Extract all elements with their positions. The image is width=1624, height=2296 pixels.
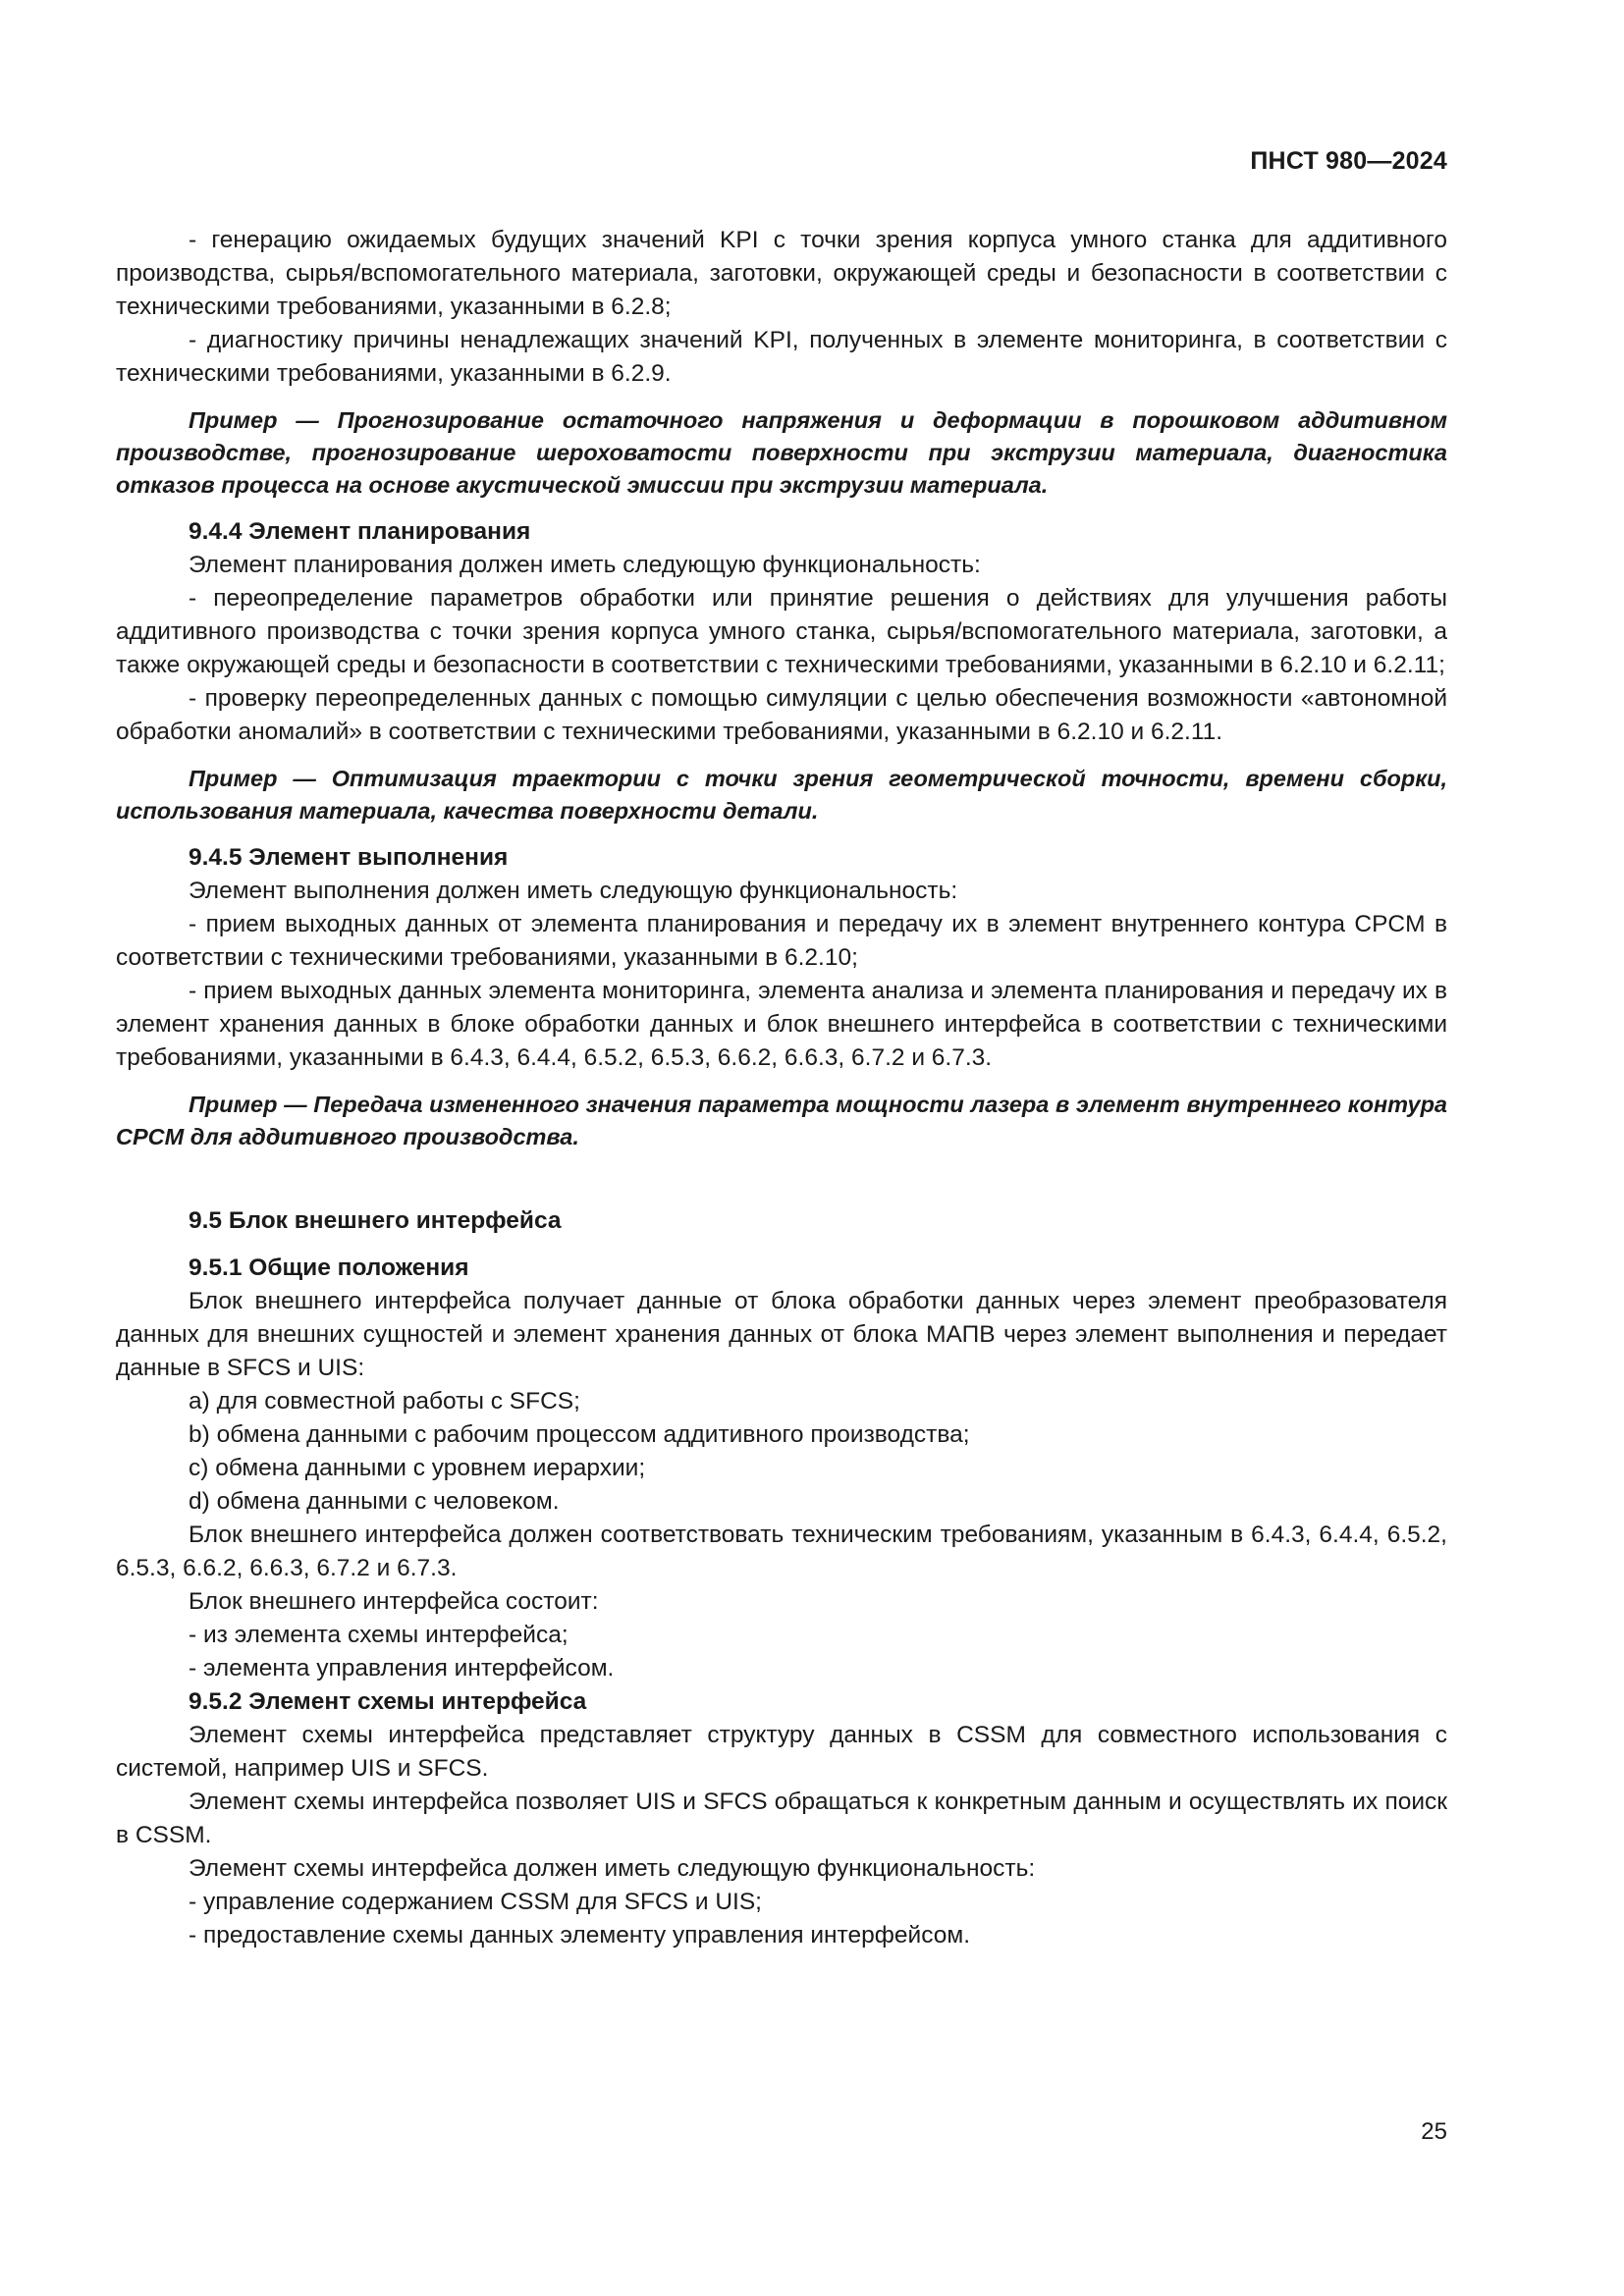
paragraph: Элемент выполнения должен иметь следующую функциональность: [189, 878, 958, 904]
paragraph: Блок внешнего интерфейса состоит: [189, 1588, 599, 1615]
example-note: Пример — Оптимизация траектории с точки зрения геометрической точности, времени сборки, использования материала, качества поверхности детали. [116, 766, 1447, 824]
list-item: - диагностику причины ненадлежащих значений KPI, полученных в элементе мониторинга, в соответствии с техническими требованиями, указанными в 6.2.9. [116, 327, 1447, 387]
example-note: Пример — Прогнозирование остаточного напряжения и деформации в порошковом аддитивном производстве, прогнозирование шероховатости поверхности при экструзии материала, диагностика отказов процесса на основе акустической эмиссии при экструзии материала. [116, 407, 1447, 498]
paragraph: Блок внешнего интерфейса получает данные от блока обработки данных через элемент преобразователя данных для внешних сущностей и элемент хранения данных от блока МАПВ через элемент выполнения и передает данные в SFCS и UIS: [116, 1288, 1447, 1381]
section-heading-9-5: 9.5 Блок внешнего интерфейса [189, 1207, 562, 1234]
section-heading-9-4-5: 9.4.5 Элемент выполнения [189, 844, 509, 871]
list-item: - проверку переопределенных данных с помощью симуляции с целью обеспечения возможности «автономной обработки аномалий» в соответствии с техническими требованиями, указанными в 6.2.10 и 6.2.11. [116, 685, 1447, 745]
list-item: - управление содержанием CSSM для SFCS и UIS; [189, 1889, 762, 1915]
list-item: - элемента управления интерфейсом. [189, 1655, 615, 1682]
page-body [116, 224, 1447, 1952]
paragraph: Элемент схемы интерфейса представляет структуру данных в CSSM для совместного использования с системой, например UIS и SFCS. [116, 1722, 1447, 1782]
paragraph: Элемент схемы интерфейса позволяет UIS и SFCS обращаться к конкретным данным и осуществлять их поиск в CSSM. [116, 1789, 1447, 1848]
list-item: - предоставление схемы данных элементу управления интерфейсом. [189, 1922, 971, 1949]
list-item: - переопределение параметров обработки или принятие решения о действиях для улучшения работы аддитивного производства с точки зрения корпуса умного станка, сырья/вспомогательного материала, заготовки, а также окружающей среды и безопасности в соответствии с техническими требованиями, указанными в 6.2.10 и 6.2.11; [116, 585, 1447, 678]
section-heading-9-4-4: 9.4.4 Элемент планирования [189, 518, 531, 545]
list-item: - генерацию ожидаемых будущих значений KPI с точки зрения корпуса умного станка для аддитивного производства, сырья/вспомогательного материала, заготовки, окружающей среды и безопасности в соответствии с техническими требованиями, указанными в 6.2.8; [116, 227, 1447, 320]
list-item: - прием выходных данных элемента мониторинга, элемента анализа и элемента планирования и передачу их в элемент хранения данных в блоке обработки данных и блок внешнего интерфейса в соответствии с техническими требованиями, указанными в 6.4.3, 6.4.4, 6.5.2, 6.5.3, 6.6.2, 6.6.3, 6.7.2 и 6.7.3. [116, 978, 1447, 1071]
document-code: ПНСТ 980—2024 [1250, 147, 1447, 175]
paragraph: Элемент схемы интерфейса должен иметь следующую функциональность: [189, 1855, 1036, 1882]
list-item: a) для совместной работы с SFCS; [189, 1388, 580, 1415]
paragraph: Блок внешнего интерфейса должен соответствовать техническим требованиям, указанным в 6.4.3, 6.4.4, 6.5.2, 6.5.3, 6.6.2, 6.6.3, 6.7.2 и 6.7.3. [116, 1522, 1447, 1581]
list-item: d) обмена данными с человеком. [189, 1488, 560, 1515]
list-item: - прием выходных данных от элемента планирования и передачу их в элемент внутреннего контура CPCM в соответствии с техническими требованиями, указанными в 6.2.10; [116, 911, 1447, 971]
page-number: 25 [1421, 2118, 1447, 2145]
list-item: c) обмена данными с уровнем иерархии; [189, 1455, 646, 1481]
list-item: b) обмена данными с рабочим процессом аддитивного производства; [189, 1421, 970, 1448]
list-item: - из элемента схемы интерфейса; [189, 1622, 568, 1648]
example-note: Пример — Передача измененного значения параметра мощности лазера в элемент внутреннего контура CPCM для аддитивного производства. [116, 1092, 1447, 1149]
section-heading-9-5-2: 9.5.2 Элемент схемы интерфейса [189, 1688, 587, 1715]
paragraph: Элемент планирования должен иметь следующую функциональность: [189, 552, 981, 578]
section-heading-9-5-1: 9.5.1 Общие положения [189, 1255, 469, 1281]
